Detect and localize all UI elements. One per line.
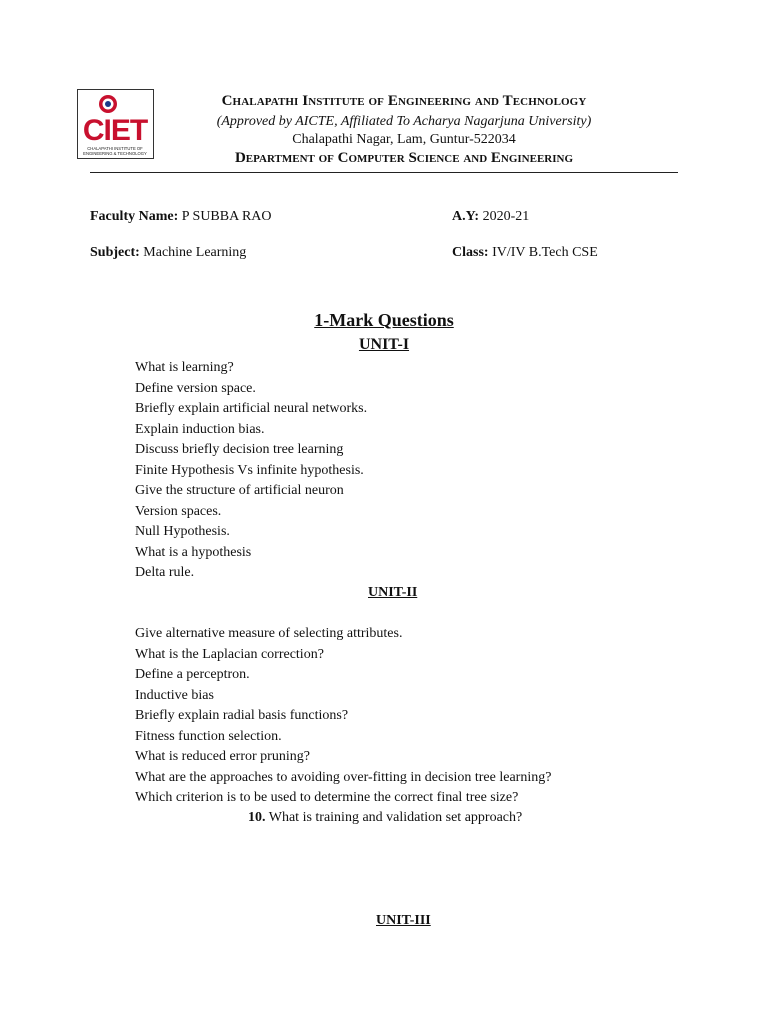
page-title: 1-Mark Questions [314, 310, 454, 330]
question-text: Version spaces. [135, 503, 222, 519]
question-text: Discuss briefly decision tree learning [135, 442, 344, 457]
unit-heading: UNIT-II [368, 585, 418, 600]
question-text: Give alternative measure of selecting attributes. [135, 626, 403, 641]
question-text: What is reduced error pruning? [135, 749, 310, 764]
question-text: Finite Hypothesis Vs infinite hypothesis. [135, 462, 364, 478]
svg-text:CHALAPATHI INSTITUTE OF: CHALAPATHI INSTITUTE OF [87, 146, 143, 151]
list-item [248, 810, 522, 826]
approval-line: (Approved by AICTE, Affiliated To Acharya Nagarjuna University) [216, 114, 592, 129]
department-name: Department of Computer Science and Engineering [234, 150, 574, 166]
question-text: Delta rule. [135, 565, 195, 580]
class-value: IV/IV B.Tech CSE [492, 245, 598, 260]
logo-text: CIET [82, 114, 148, 147]
class-label: Class: [452, 245, 489, 260]
header-divider [90, 172, 678, 173]
question-text: What are the approaches to avoiding over-fitting in decision tree learning? [135, 769, 552, 785]
question-text: Give the structure of artificial neuron [135, 483, 344, 498]
question-text: Fitness function selection. [135, 728, 282, 744]
ay-value: 2020-21 [482, 209, 530, 224]
question-text: Briefly explain radial basis functions? [135, 708, 349, 723]
question-text: What is learning? [135, 360, 234, 375]
question-text: Define a perceptron. [135, 667, 250, 682]
question-text: What is training and validation set approach? [265, 810, 523, 825]
question-text: Explain induction bias. [135, 421, 265, 437]
address-line: Chalapathi Nagar, Lam, Guntur-522034 [292, 132, 516, 147]
subject-label: Subject: [90, 245, 140, 260]
ay-label: A.Y: [452, 209, 480, 224]
faculty-value: P SUBBA RAO [181, 209, 272, 224]
faculty-row [90, 209, 272, 225]
unit-heading: UNIT-I [358, 336, 410, 353]
question-text: What is the Laplacian correction? [135, 646, 324, 662]
subject-value: Machine Learning [143, 245, 247, 260]
question-text: Define version space. [135, 380, 256, 396]
faculty-label: Faculty Name: [90, 209, 179, 224]
question-text: Which criterion is to be used to determine the correct final tree size? [135, 790, 519, 805]
class-row [452, 245, 598, 261]
question-text: Briefly explain artificial neural networks. [135, 401, 368, 416]
question-text: What is a hypothesis [135, 544, 252, 560]
academic-year-row [452, 209, 529, 225]
subject-row [90, 245, 246, 261]
unit-heading: UNIT-III [376, 913, 431, 928]
item-number: 10. [248, 810, 266, 825]
question-text: Null Hypothesis. [135, 524, 230, 539]
institute-name: Chalapathi Institute of Engineering and Technology [221, 93, 587, 109]
question-text: Inductive bias [135, 687, 214, 703]
svg-text:ENGINEERING & TECHNOLOGY: ENGINEERING & TECHNOLOGY [83, 151, 147, 156]
